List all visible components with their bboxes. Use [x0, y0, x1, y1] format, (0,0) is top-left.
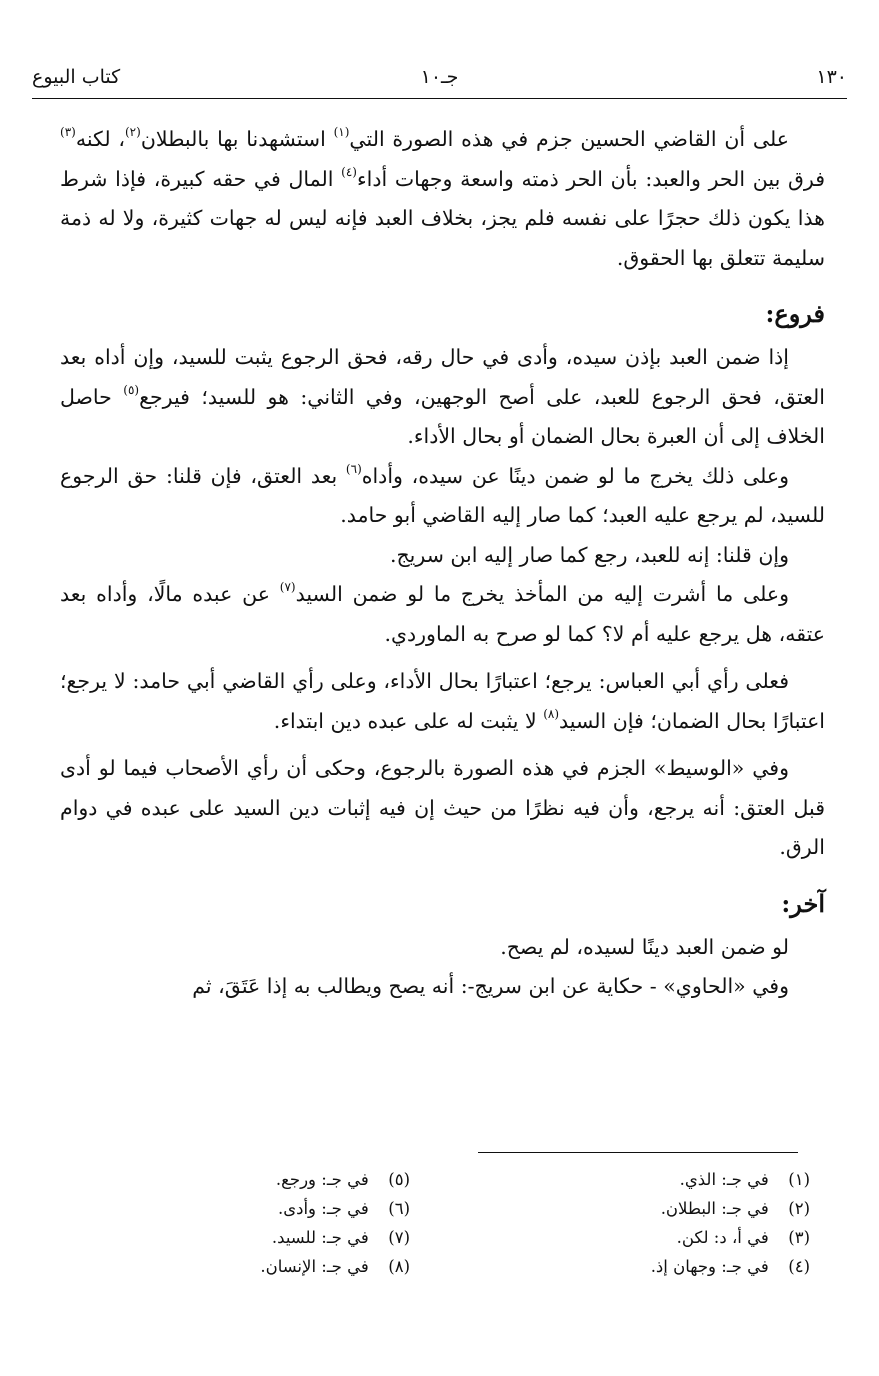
footnote-item: [70, 1223, 410, 1252]
page-number: ١٣٠: [816, 66, 847, 88]
footnote-text: في جـ: ورجع.: [275, 1170, 369, 1189]
footnote-ref: (٧): [279, 580, 296, 594]
footnote-column-right: [470, 1165, 810, 1281]
footnote-text: في جـ: البطلان.: [660, 1199, 769, 1218]
footnote-ref: (٢): [124, 125, 141, 139]
footnote-text: في جـ: الذي.: [679, 1170, 769, 1189]
footnote-text: في جـ: وأدى.: [277, 1199, 369, 1218]
footnote-number: (٦): [388, 1199, 410, 1218]
paragraph: [60, 457, 825, 536]
text-run: إذا ضمن العبد بإذن سيده، وأدى في حال رقه، فحق الرجوع يثبت للسيد، وإن أداه بعد العتق، فحق الرجوع للعبد، على أصح الوجهين، وفي الثاني: هو للسيد؛ فيرجع: [60, 345, 825, 409]
footnote-number: (٧): [388, 1228, 410, 1247]
footnote-number: (١): [788, 1170, 810, 1189]
book-title: كتاب البيوع: [32, 66, 121, 88]
footnote-item: [70, 1194, 410, 1223]
section-heading: آخر:: [781, 888, 825, 918]
paragraph: وفي «الحاوي» - حكاية عن ابن سريج-: أنه يصح ويطالب به إذا عَتَقَ، ثم: [192, 974, 789, 998]
footnote-text: في جـ: وجهان إذ.: [650, 1257, 769, 1276]
footnote-number: (٨): [388, 1257, 410, 1276]
footnote-number: (٥): [388, 1170, 410, 1189]
footnote-ref: (٤): [341, 164, 357, 179]
footnote-text: في أ، د: لكن.: [676, 1228, 769, 1247]
text-run: ، لكنه: [75, 127, 125, 151]
footnote-item: [70, 1165, 410, 1194]
text-run: فعلى رأي أبي العباس: يرجع؛ اعتبارًا بحال الأداء، وعلى رأي القاضي أبي حامد: لا يرجع؛ اعتبارًا بحال الضمان؛ فإن السيد: [60, 669, 825, 733]
footnote-number: (٣): [788, 1228, 810, 1247]
footnote-item: [470, 1165, 810, 1194]
text-run: فرق بين الحر والعبد: بأن الحر ذمته واسعة وجهات أداء: [356, 166, 825, 191]
text-run: بعد العتق، فإن قلنا: حق الرجوع للسيد، لم يرجع عليه العبد؛ كما صار إليه القاضي أبو حامد.: [60, 463, 825, 527]
footnote-item: [470, 1194, 810, 1223]
text-run: وعلى ما أشرت إليه من المأخذ يخرج ما لو ضمن السيد: [295, 582, 790, 606]
header-rule: [32, 98, 847, 99]
text-run: وعلى ذلك يخرج ما لو ضمن دينًا عن سيده، وأداه: [361, 463, 789, 488]
main-text: [60, 120, 825, 1007]
paragraph: [60, 338, 825, 457]
footnote-ref: (٥): [123, 382, 140, 397]
footnote-rule: [478, 1152, 798, 1153]
footnote-item: [470, 1223, 810, 1252]
footnote-column-left: [70, 1165, 410, 1281]
footnote-text: في جـ: للسيد.: [271, 1228, 369, 1247]
footnote-text: في جـ: الإنسان.: [260, 1257, 369, 1276]
volume-label: جـ١٠: [420, 66, 459, 88]
paragraph: [60, 575, 825, 654]
footnote-ref: (١): [333, 125, 350, 139]
footnote-ref: (٨): [543, 706, 560, 721]
text-run: عن عبده مالًا، وأداه بعد عتقه، هل يرجع عليه أم لا؟ كما لو صرح به الماوردي.: [60, 582, 825, 646]
text-run: المال في حقه كبيرة، فإذا شرط هذا يكون ذلك حجرًا على نفسه فلم يجز، بخلاف العبد فإنه ليس له جهات كثيرة، ولا له ذمة سليمة تتعلق بها الحقوق.: [60, 166, 825, 270]
text-run: على أن القاضي الحسين جزم في هذه الصورة التي: [349, 127, 789, 151]
text-run: لا يثبت له على عبده دين ابتداء.: [273, 708, 544, 733]
paragraph: لو ضمن العبد دينًا لسيده، لم يصح.: [500, 934, 789, 959]
footnote-ref: (٣): [60, 125, 76, 139]
paragraph: وإن قلنا: إنه للعبد، رجع كما صار إليه ابن سريج.: [389, 542, 789, 567]
text-run: استشهدنا بها بالبطلان: [140, 127, 334, 151]
text-run: حاصل الخلاف إلى أن العبرة بحال الضمان أو بحال الأداء.: [60, 384, 825, 448]
footnote-number: (٢): [788, 1199, 810, 1218]
paragraph: [60, 120, 825, 278]
footnote-ref: (٦): [345, 461, 362, 476]
paragraph: [60, 662, 825, 741]
section-heading: فروع:: [765, 299, 825, 328]
page-header: [32, 58, 847, 98]
footnote-number: (٤): [788, 1257, 810, 1276]
paragraph: وفي «الوسيط» الجزم في هذه الصورة بالرجوع، وحكى أن رأي الأصحاب فيما لو أدى قبل العتق: أنه يرجع، وأن فيه نظرًا من حيث إن فيه إثبات دين السيد على عبده في دوام الرق.: [60, 756, 825, 859]
footnote-item: [470, 1252, 810, 1281]
footnote-item: [70, 1252, 410, 1281]
